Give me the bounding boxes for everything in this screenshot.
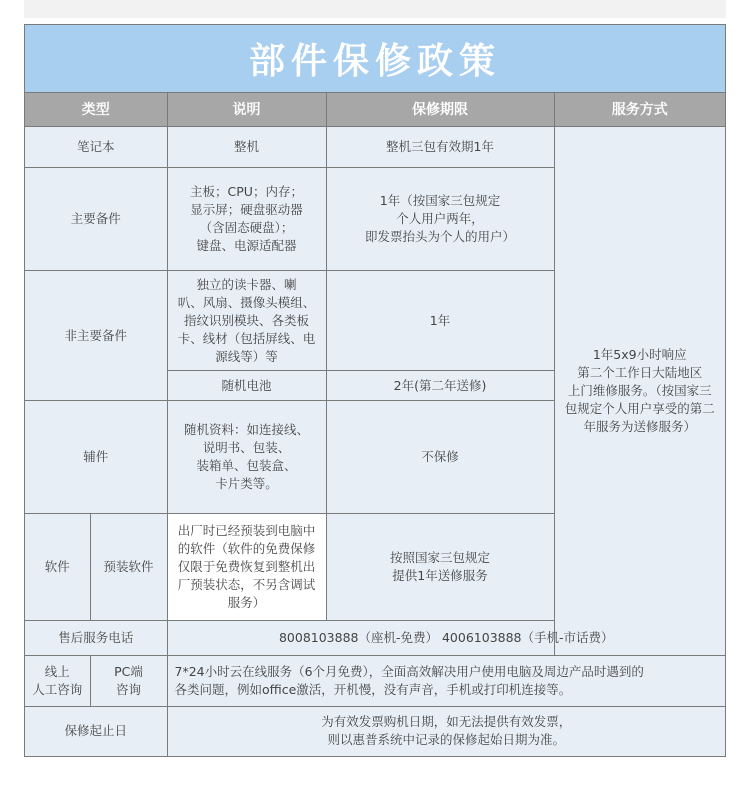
start-date-line: 为有效发票购机日期，如无法提供有效发票， bbox=[321, 714, 572, 730]
warranty-policy-table bbox=[24, 24, 726, 757]
consult-label-line: 线上 bbox=[44, 664, 70, 679]
desc-line: 指纹识别模块、各类板 bbox=[183, 312, 309, 328]
consult-value bbox=[167, 656, 725, 707]
period-line: 即发票抬头为个人的用户） bbox=[364, 229, 515, 244]
desc-line: 卡、线材（包括屏线、电 bbox=[177, 330, 316, 346]
service-line: 第二个工作日大陆地区 bbox=[577, 365, 703, 380]
period-notebook: 整机三包有效期1年 bbox=[326, 127, 554, 168]
desc-line: 主板；CPU；内存； bbox=[190, 184, 303, 199]
consult-value-line: 各类问题，例如office激活，开机慢，没有声音，手机或打印机连接等。 bbox=[174, 682, 572, 697]
period-minor-parts: 1年 bbox=[326, 271, 554, 371]
period-main-parts bbox=[326, 168, 554, 271]
desc-line: 叭、风扇、摄像头模组、 bbox=[177, 294, 316, 310]
header-service: 服务方式 bbox=[554, 93, 725, 127]
type-main-parts: 主要备件 bbox=[25, 168, 167, 271]
desc-line: 说明书、包装、 bbox=[202, 440, 291, 455]
desc-line: 的软件（软件的免费保修 bbox=[177, 541, 316, 556]
header-period: 保修期限 bbox=[326, 93, 554, 127]
period-line: 提供1年送修服务 bbox=[392, 568, 488, 583]
type-minor-parts: 非主要备件 bbox=[25, 271, 167, 401]
period-battery: 2年(第二年送修) bbox=[326, 371, 554, 401]
type-accessories: 辅件 bbox=[25, 401, 167, 514]
consult-label-line: 人工咨询 bbox=[32, 682, 83, 697]
period-line: 个人用户两年， bbox=[396, 211, 484, 226]
desc-line: 仅限于免费恢复到整机出 bbox=[177, 559, 316, 574]
desc-battery: 随机电池 bbox=[167, 371, 326, 401]
desc-accessories bbox=[167, 401, 326, 514]
desc-line: 独立的读卡器、喇 bbox=[196, 276, 297, 292]
hotline-label: 售后服务电话 bbox=[25, 621, 167, 656]
desc-software bbox=[167, 514, 326, 621]
start-date-value bbox=[167, 707, 725, 756]
start-date-label: 保修起止日 bbox=[25, 707, 167, 756]
period-software bbox=[326, 514, 554, 621]
start-date-line: 则以惠普系统中记录的保修起始日期为准。 bbox=[327, 732, 565, 748]
desc-line: 出厂时已经预装到电脑中 bbox=[177, 523, 316, 538]
consult-sublabel-line: 咨询 bbox=[115, 682, 141, 697]
subtype-preinstalled-software: 预装软件 bbox=[90, 514, 167, 621]
desc-line: 键盘、电源适配器 bbox=[196, 238, 297, 253]
header-desc: 说明 bbox=[167, 93, 326, 127]
consult-value-line: 7*24小时云在线服务（6个月免费），全面高效解决用户使用电脑及周边产品时遇到的 bbox=[174, 664, 644, 679]
desc-line: 厂预装状态，不另含调试 bbox=[177, 577, 316, 592]
consult-sublabel bbox=[90, 656, 167, 707]
service-line: 年服务为送修服务） bbox=[583, 419, 696, 434]
top-bar bbox=[24, 0, 726, 18]
desc-line: 服务） bbox=[227, 595, 266, 610]
page-title: 部件保修政策 bbox=[25, 25, 725, 93]
header-type: 类型 bbox=[25, 93, 167, 127]
desc-line: 随机资料：如连接线、 bbox=[183, 422, 309, 437]
type-notebook: 笔记本 bbox=[25, 127, 167, 168]
type-software: 软件 bbox=[25, 514, 90, 621]
service-line: 上门维修服务。（按国家三 bbox=[567, 383, 712, 398]
desc-line: 源线等）等 bbox=[215, 348, 278, 364]
consult-sublabel-line: PC端 bbox=[114, 664, 143, 679]
period-line: 1年（按国家三包规定 bbox=[379, 193, 501, 208]
desc-minor-parts bbox=[167, 271, 326, 371]
consult-label bbox=[25, 656, 90, 707]
service-line: 包规定个人用户享受的第二 bbox=[564, 401, 715, 416]
desc-main-parts bbox=[167, 168, 326, 271]
desc-line: 显示屏；硬盘驱动器 bbox=[190, 202, 303, 217]
service-method bbox=[554, 127, 725, 656]
period-line: 按照国家三包规定 bbox=[389, 550, 490, 565]
desc-line: 装箱单、包装盒、 bbox=[196, 458, 297, 473]
period-accessories: 不保修 bbox=[326, 401, 554, 514]
desc-line: （含固态硬盘）； bbox=[199, 220, 294, 235]
desc-notebook: 整机 bbox=[167, 127, 326, 168]
service-line: 1年5x9小时响应 bbox=[592, 347, 687, 362]
hotline-value: 8008103888（座机-免费） 4006103888（手机-市话费） bbox=[167, 621, 725, 656]
desc-line: 卡片类等。 bbox=[215, 476, 278, 491]
